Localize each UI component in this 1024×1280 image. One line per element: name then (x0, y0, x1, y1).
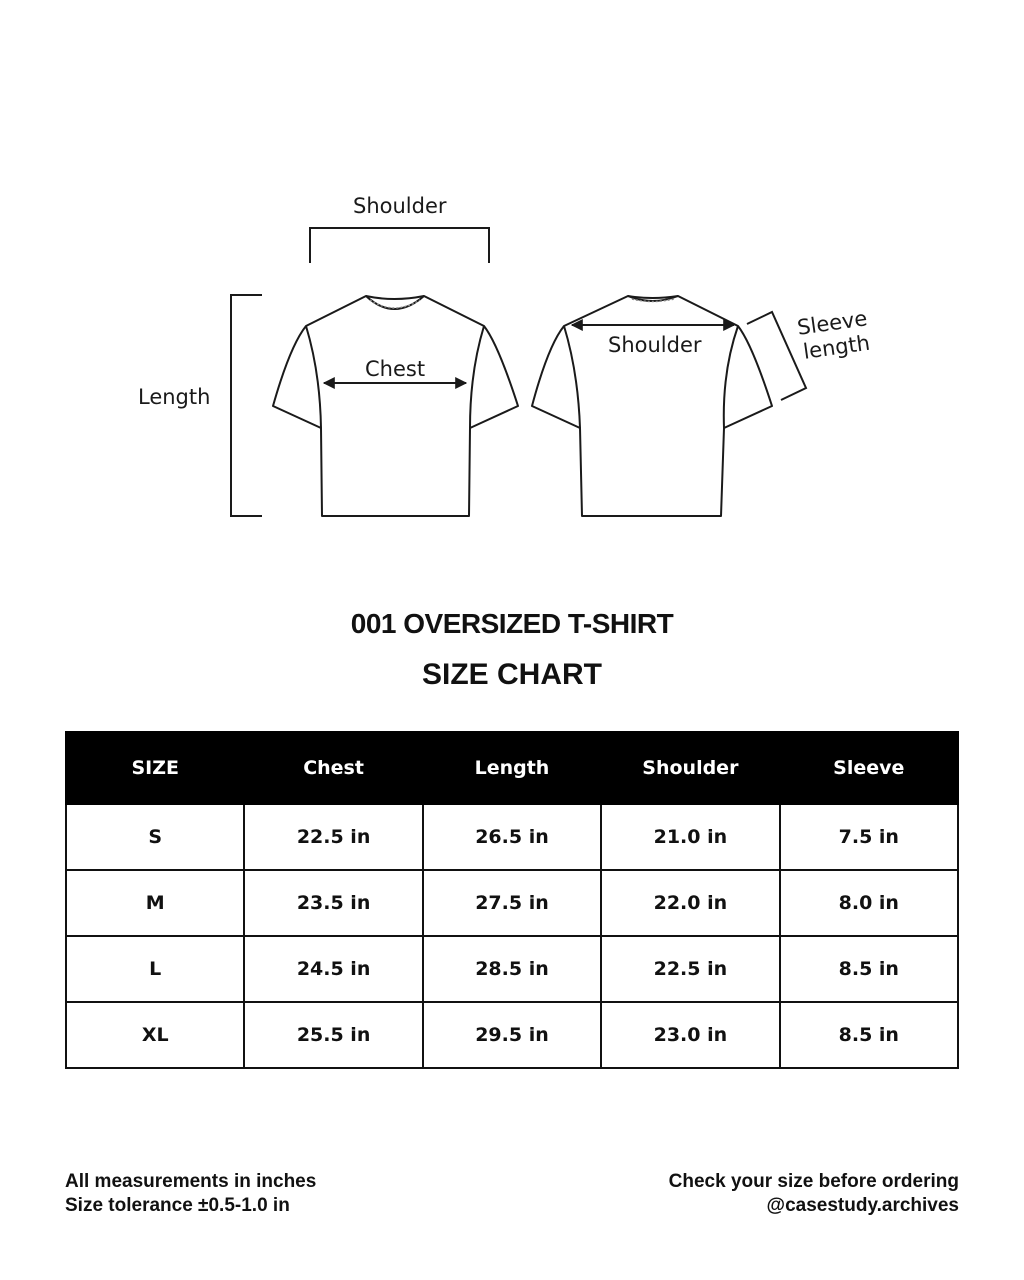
length-cell: 27.5 in (423, 870, 601, 936)
size-cell: S (66, 804, 244, 870)
table-row (66, 936, 958, 1002)
length-bracket (231, 295, 262, 516)
size-tolerance-note: Size tolerance ±0.5-1.0 in (65, 1195, 290, 1216)
length-label: Length (138, 385, 211, 409)
check-size-note: Check your size before ordering (668, 1171, 959, 1192)
chest-cell: 25.5 in (244, 1002, 422, 1068)
sleeve-cell: 8.0 in (780, 870, 958, 936)
social-handle: @casestudy.archives (766, 1195, 959, 1216)
shoulder-cell: 22.5 in (601, 936, 779, 1002)
tshirt-diagram-graphic (0, 0, 1024, 600)
sleeve-cell: 7.5 in (780, 804, 958, 870)
footer-notes-right (669, 1170, 959, 1218)
table-header-row (66, 732, 958, 804)
size-chart-header (66, 732, 958, 804)
tshirt-front-outline (273, 296, 518, 516)
sleeve-cell: 8.5 in (780, 1002, 958, 1068)
column-header-shoulder: Shoulder (601, 732, 779, 804)
shoulder-bracket-top (310, 228, 489, 263)
table-row (66, 804, 958, 870)
size-chart-title: SIZE CHART (422, 658, 602, 691)
sleeve-label-line1: Sleeve (795, 306, 869, 340)
product-title: 001 OVERSIZED T-SHIRT (350, 608, 674, 639)
length-cell: 26.5 in (423, 804, 601, 870)
shoulder-label-back: Shoulder (608, 333, 702, 357)
column-header-length: Length (423, 732, 601, 804)
tshirt-measurement-diagram (0, 0, 1024, 600)
chest-cell: 22.5 in (244, 804, 422, 870)
length-cell: 29.5 in (423, 1002, 601, 1068)
table-row (66, 1002, 958, 1068)
chest-cell: 23.5 in (244, 870, 422, 936)
size-chart-body (66, 804, 958, 1068)
shoulder-cell: 22.0 in (601, 870, 779, 936)
column-header-chest: Chest (244, 732, 422, 804)
table-row (66, 870, 958, 936)
column-header-size: SIZE (66, 732, 244, 804)
size-cell: XL (66, 1002, 244, 1068)
tshirt-back-outline (532, 296, 772, 516)
size-chart-table (65, 731, 959, 1069)
column-header-sleeve: Sleeve (780, 732, 958, 804)
chest-label: Chest (365, 357, 426, 381)
length-cell: 28.5 in (423, 936, 601, 1002)
shoulder-cell: 21.0 in (601, 804, 779, 870)
size-cell: L (66, 936, 244, 1002)
measurement-unit-note: All measurements in inches (65, 1171, 317, 1192)
size-cell: M (66, 870, 244, 936)
shoulder-label-top: Shoulder (353, 194, 447, 218)
chest-cell: 24.5 in (244, 936, 422, 1002)
shoulder-cell: 23.0 in (601, 1002, 779, 1068)
sleeve-cell: 8.5 in (780, 936, 958, 1002)
footer-notes-left (65, 1170, 316, 1218)
sleeve-label-line2: length (801, 330, 872, 364)
